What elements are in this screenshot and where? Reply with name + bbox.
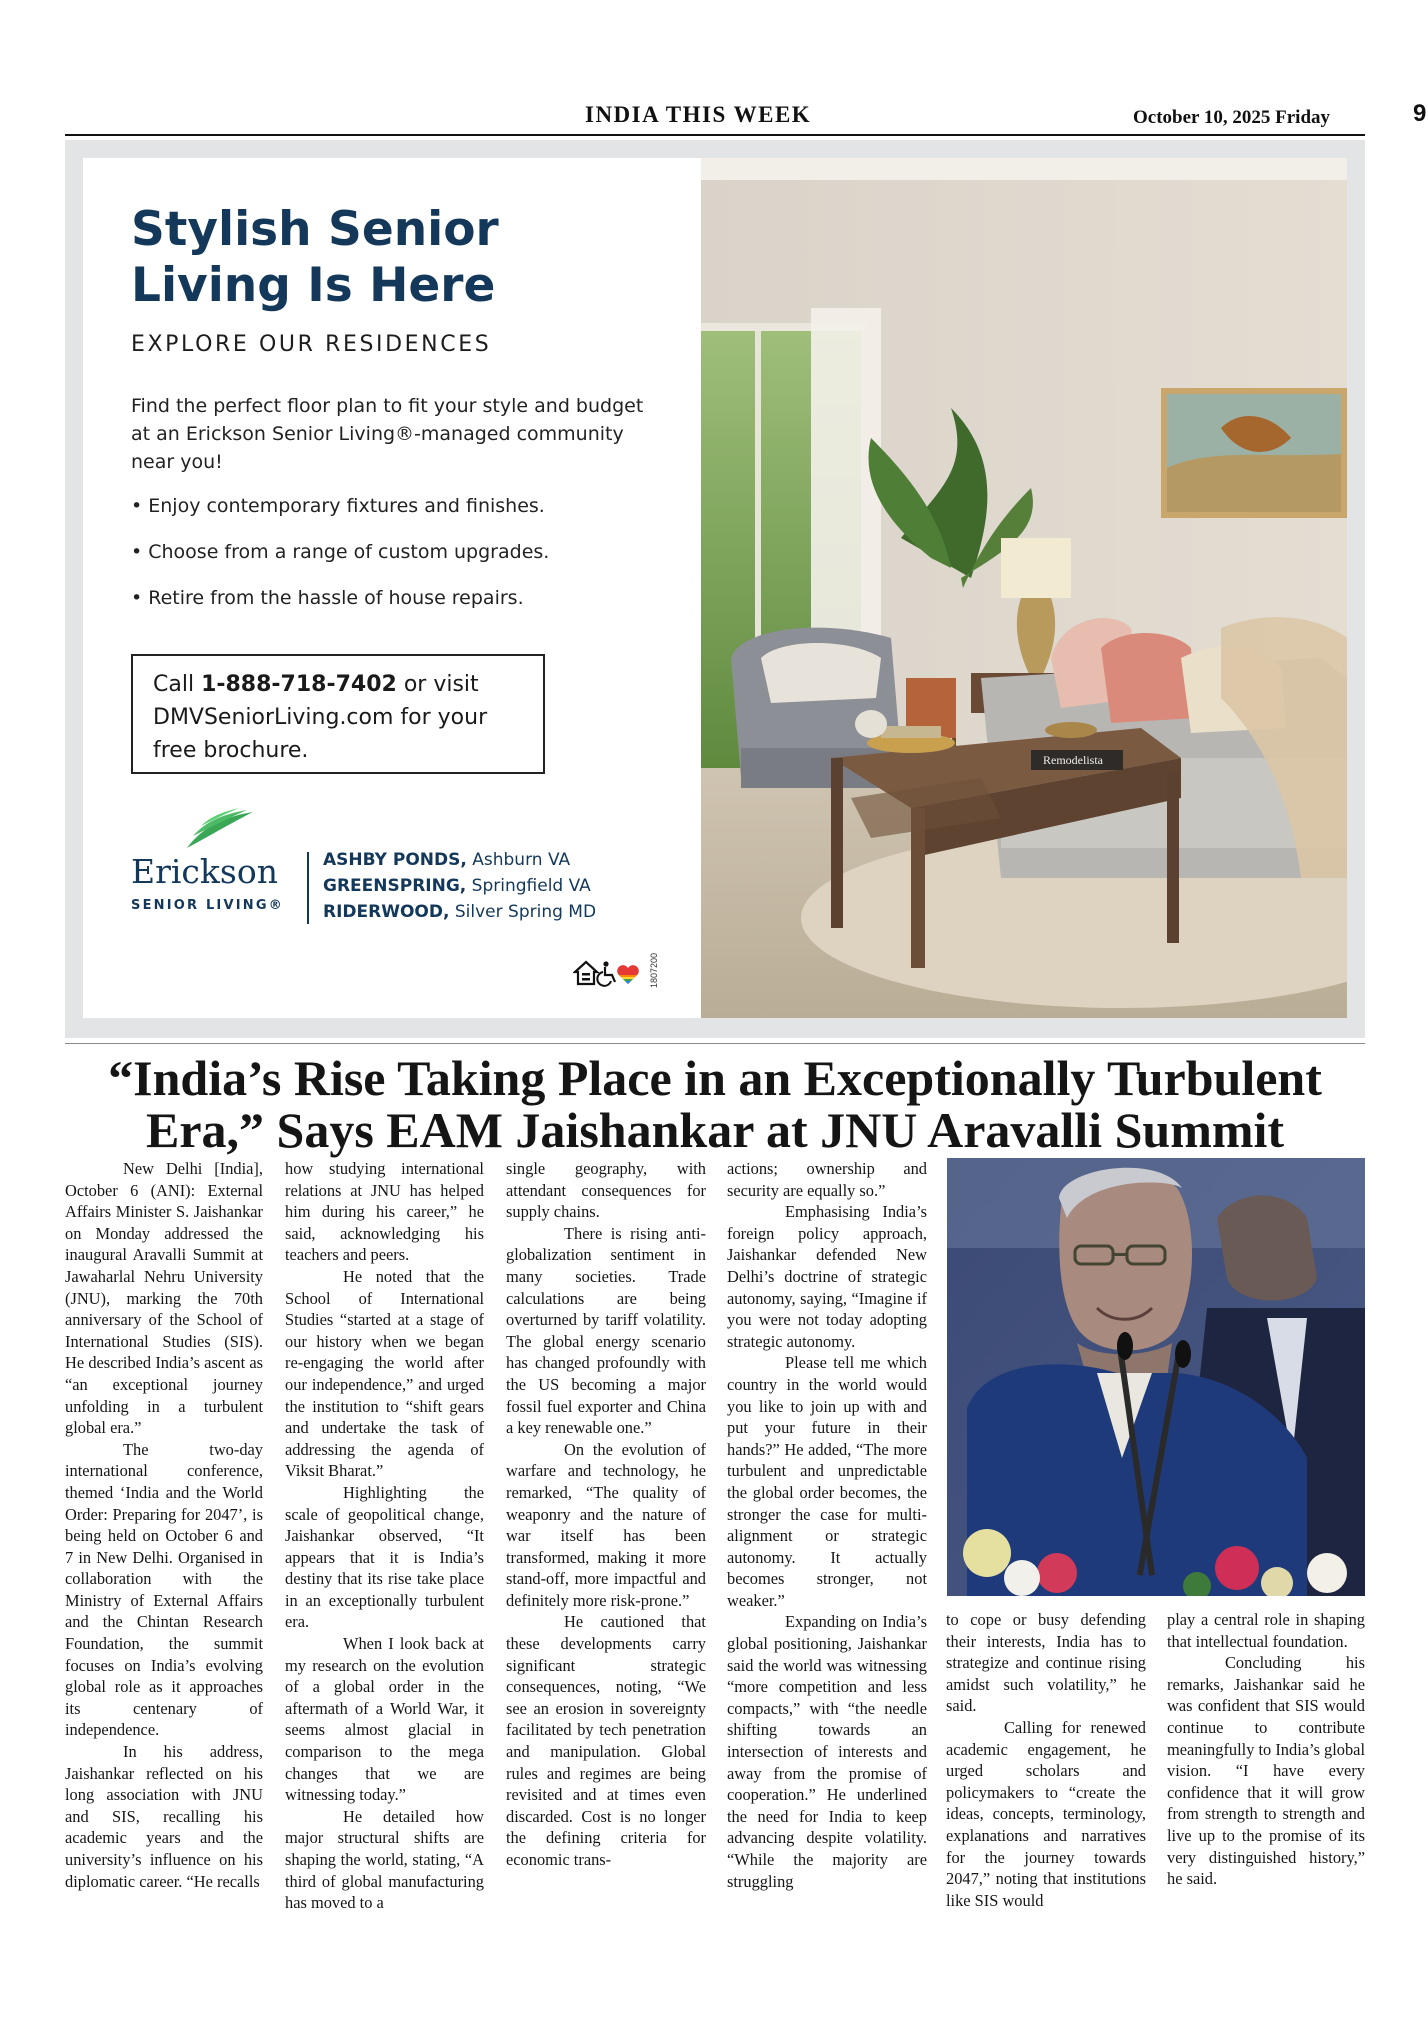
paragraph: There is rising anti-globalization sentiment in many societies. Trade calculations are being overturned by tariff volatility. The global energy scenario has changed profoundly with the US becoming a major fossil fuel exporter and China a key renewable one.” (506, 1223, 706, 1438)
cta-prefix: Call (153, 672, 202, 697)
erickson-logo-sub: SENIOR LIVING® (131, 898, 284, 913)
page-number: 9 (1413, 100, 1427, 127)
location-line: GREENSPRING, Springfield VA (323, 876, 591, 896)
paragraph: He noted that the School of International Studies “started at a stage of our history when we began re-engaging the world after our independence,” and urged the institution to “shift gears and undertake the task of addressing the agenda of Viksit Bharat.” (285, 1266, 484, 1481)
paragraph: Calling for renewed academic engagement, he urged scholars and policymakers to “create the ideas, concepts, terminology, explanations and narratives for the journey towards 2047,” noting that institutions like SIS would (946, 1717, 1146, 1910)
paragraph: Please tell me which country in the world would you like to join up with and put your future in their hands?” He added, “The more turbulent and unpredictable the global order becomes, the stronger the case for multi-alignment or strategic autonomy. It actually becomes stronger, not weaker.” (727, 1353, 927, 1610)
article-column-3 (506, 1158, 706, 1871)
paragraph: Highlighting the scale of geopolitical change, Jaishankar observed, “It appears that it is India’s destiny that its rise take place in an exceptionally turbulent era. (285, 1482, 484, 1632)
accessibility-icon (597, 961, 615, 985)
paragraph: Emphasising India’s foreign policy approach, Jaishankar defended New Delhi’s doctrine of strategic autonomy, saying, “Imagine if you were not today adopting strategic autonomy. (727, 1202, 927, 1351)
living-room-illustration (701, 158, 1347, 1018)
erickson-logo: Erickson (131, 852, 278, 891)
paragraph: Concluding his remarks, Jaishankar said he was confident that SIS would continue to contribute meaningfully to India’s global vision. “I have every confidence that it will grow from strength to strength and live up to the promise of its very distinguished history,” he said. (1167, 1653, 1366, 1889)
equal-housing-icon (575, 962, 597, 984)
ad-intro: Find the perfect floor plan to fit your style and budget at an Erickson Senior Living®-managed community near you! (131, 395, 644, 473)
ad-bullet: • Choose from a range of custom upgrades. (131, 541, 550, 563)
paragraph: how studying international relations at JNU has helped him during his career,” he said, acknowledging his teachers and peers. (285, 1159, 484, 1265)
paragraph: to cope or busy defending their interests, India has to strategize and continue rising amidst such volatility,” he said. (946, 1610, 1146, 1716)
paragraph: When I look back at my research on the evolution of a global order in the aftermath of a World War, it seems almost glacial in comparison to the mega changes that we are witnessing today.” (285, 1634, 484, 1805)
compliance-icons (573, 958, 641, 988)
paragraph: He cautioned that these developments carry significant strategic consequences, noting, “We see an erosion in sovereignty facilitated by tech penetration and manipulation. Global rules and regimes are being revisited and at times even discarded. Cost is no longer the defining criteria for economic trans- (506, 1612, 706, 1869)
section-title: INDIA THIS WEEK (585, 102, 812, 127)
location-line: ASHBY PONDS, Ashburn VA (323, 850, 571, 870)
book-spine-label: Remodelista (1043, 753, 1103, 767)
ad-cta-box (131, 654, 545, 774)
article-column-6 (1167, 1609, 1365, 1890)
article-column-1 (65, 1158, 263, 1892)
ad-living-room-photo (701, 158, 1347, 1018)
page-header (65, 98, 1427, 136)
ad-phone: 1-888-718-7402 (201, 672, 397, 697)
paragraph: New Delhi [India], October 6 (ANI): External Affairs Minister S. Jaishankar on Monday addressed the inaugural Aravalli Summit at Jawaharlal Nehru University (JNU), marking the 70th anniversary of the School of International Studies (SIS). He described India’s ascent as “an exceptional journey unfolding in a turbulent global era.” (65, 1159, 263, 1438)
ad-subhead: EXPLORE OUR RESIDENCES (131, 332, 492, 357)
advertisement (65, 140, 1365, 1038)
location-line: RIDERWOOD, Silver Spring MD (323, 902, 597, 922)
article-column-5 (946, 1609, 1146, 1911)
paragraph: Expanding on India’s global positioning, Jaishankar said the world was witnessing “more competition and less compacts,” with “the needle shifting towards an intersection of interests and away from the promise of cooperation.” He underlined the need for India to keep advancing despite volatility. “While the majority are struggling (727, 1612, 927, 1891)
article-column-4 (727, 1158, 927, 1892)
ad-text-panel (83, 158, 701, 1018)
paragraph: The two-day international conference, themed ‘India and the World Order: Preparing for 2047’, is being held on October 6 and 7 in New Delhi. Organised in collaboration with the Ministry of External Affairs and the Chintan Research Foundation, the summit focuses on India’s evolving global role as it approaches its centenary of independence. (65, 1439, 263, 1740)
ad-code: 1807200 (649, 952, 659, 988)
erickson-leaf-icon (183, 808, 255, 852)
ad-bullet: • Retire from the hassle of house repairs. (131, 587, 524, 609)
section-divider (65, 1043, 1365, 1044)
paragraph: In his address, Jaishankar reflected on his long association with JNU and SIS, recalling his academic years and the university’s influence on his diplomatic career. “He recalls (65, 1742, 263, 1891)
paragraph: On the evolution of warfare and technology, he remarked, “The quality of weaponry and the nature of war itself has been transformed, making it more stand-off, more impactful and definitely more risk-prone.” (506, 1439, 706, 1610)
paragraph: actions; ownership and security are equally so.” (727, 1159, 927, 1200)
cta-suffix: or visit DMVSeniorLiving.com for your free brochure. (153, 672, 488, 763)
speaker-illustration (947, 1158, 1365, 1596)
article-headline: “India’s Rise Taking Place in an Exceptionally Turbulent Era,” Says EAM Jaishankar at JNU Aravalli Summit (108, 1050, 1322, 1158)
paragraph: single geography, with attendant consequences for supply chains. (506, 1159, 706, 1222)
article-column-2 (285, 1158, 484, 1914)
rainbow-heart-icon (617, 965, 639, 984)
paragraph: He detailed how major structural shifts are shaping the world, stating, “A third of global manufacturing has moved to a (285, 1806, 484, 1913)
article-photo-jaishankar (947, 1158, 1365, 1596)
ad-headline: Stylish Senior Living Is Here (131, 202, 499, 313)
logo-divider (307, 852, 309, 924)
paragraph: play a central role in shaping that intellectual foundation. (1167, 1610, 1365, 1651)
issue-date: October 10, 2025 Friday (1133, 107, 1331, 128)
ad-bullet: • Enjoy contemporary fixtures and finishes. (131, 495, 545, 517)
